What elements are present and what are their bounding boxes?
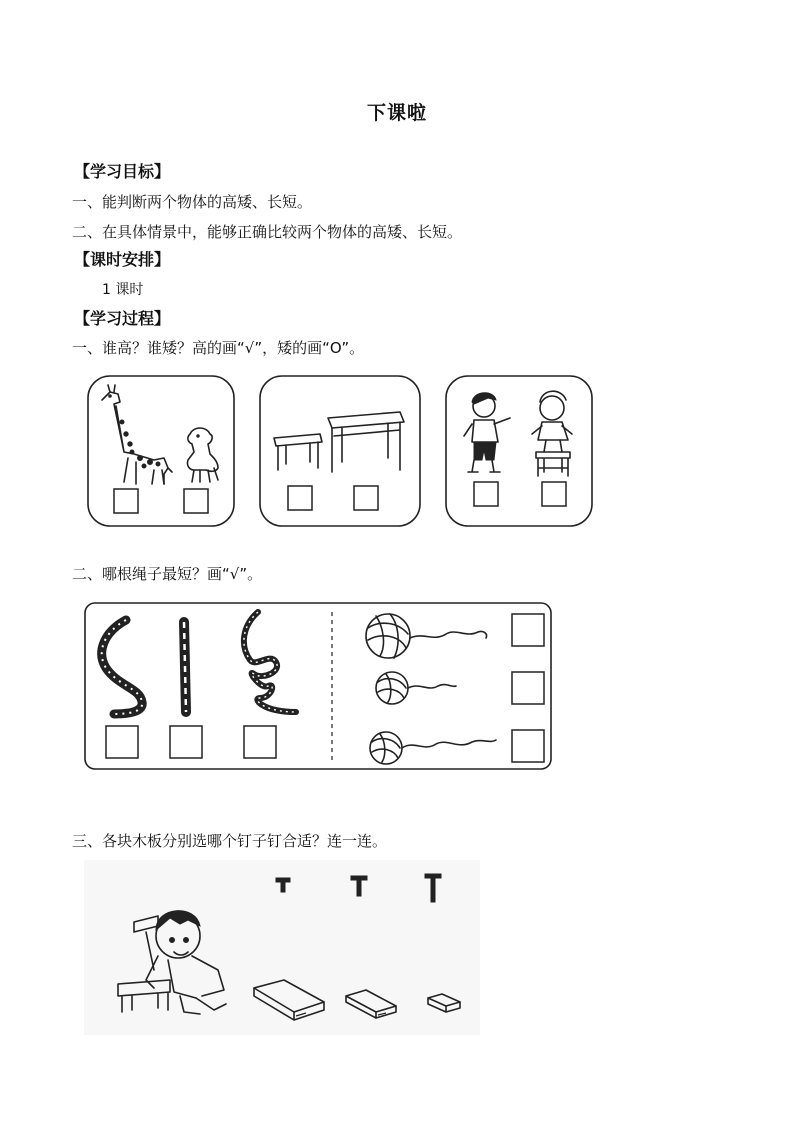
goals-heading: 【学习目标】 <box>74 162 171 181</box>
goal-item-1: 一、能判断两个物体的高矮、长短。 <box>72 193 313 211</box>
q3-illustration <box>84 860 480 1035</box>
answer-box-rope-1[interactable] <box>106 726 138 758</box>
answer-box-girl[interactable] <box>542 482 566 506</box>
question-1: 一、谁高？谁矮？高的画“√”，矮的画“O”。 <box>72 339 365 357</box>
question-2: 二、哪根绳子最短？画“√”。 <box>72 565 263 583</box>
answer-box-rope-2[interactable] <box>170 726 202 758</box>
schedule-heading: 【课时安排】 <box>74 250 171 269</box>
rope-panel <box>85 603 551 769</box>
question-3: 三、各块木板分别选哪个钉子钉合适？连一连。 <box>72 832 388 850</box>
goal-item-2: 二、在具体情景中，能够正确比较两个物体的高矮、长短。 <box>72 223 463 241</box>
answer-box-yarn-3[interactable] <box>512 730 544 762</box>
answer-box-rope-3[interactable] <box>244 726 276 758</box>
rope-straight-icon <box>184 622 186 712</box>
answer-box-boy[interactable] <box>474 482 498 506</box>
panel-giraffe-lamb <box>88 376 234 526</box>
answer-box-lamb[interactable] <box>184 489 208 513</box>
answer-box-yarn-1[interactable] <box>512 614 544 646</box>
answer-box-yarn-2[interactable] <box>512 672 544 704</box>
answer-box-big-table[interactable] <box>354 486 378 510</box>
page-title: 下课啦 <box>366 102 427 124</box>
q1-illustration <box>84 372 596 532</box>
q2-illustration <box>84 602 554 772</box>
panel-tables <box>260 376 420 526</box>
answer-box-giraffe[interactable] <box>114 489 138 513</box>
panel-children <box>446 376 592 526</box>
schedule-text: 1 课时 <box>102 282 144 298</box>
answer-box-small-table[interactable] <box>288 486 312 510</box>
process-heading: 【学习过程】 <box>74 309 171 328</box>
